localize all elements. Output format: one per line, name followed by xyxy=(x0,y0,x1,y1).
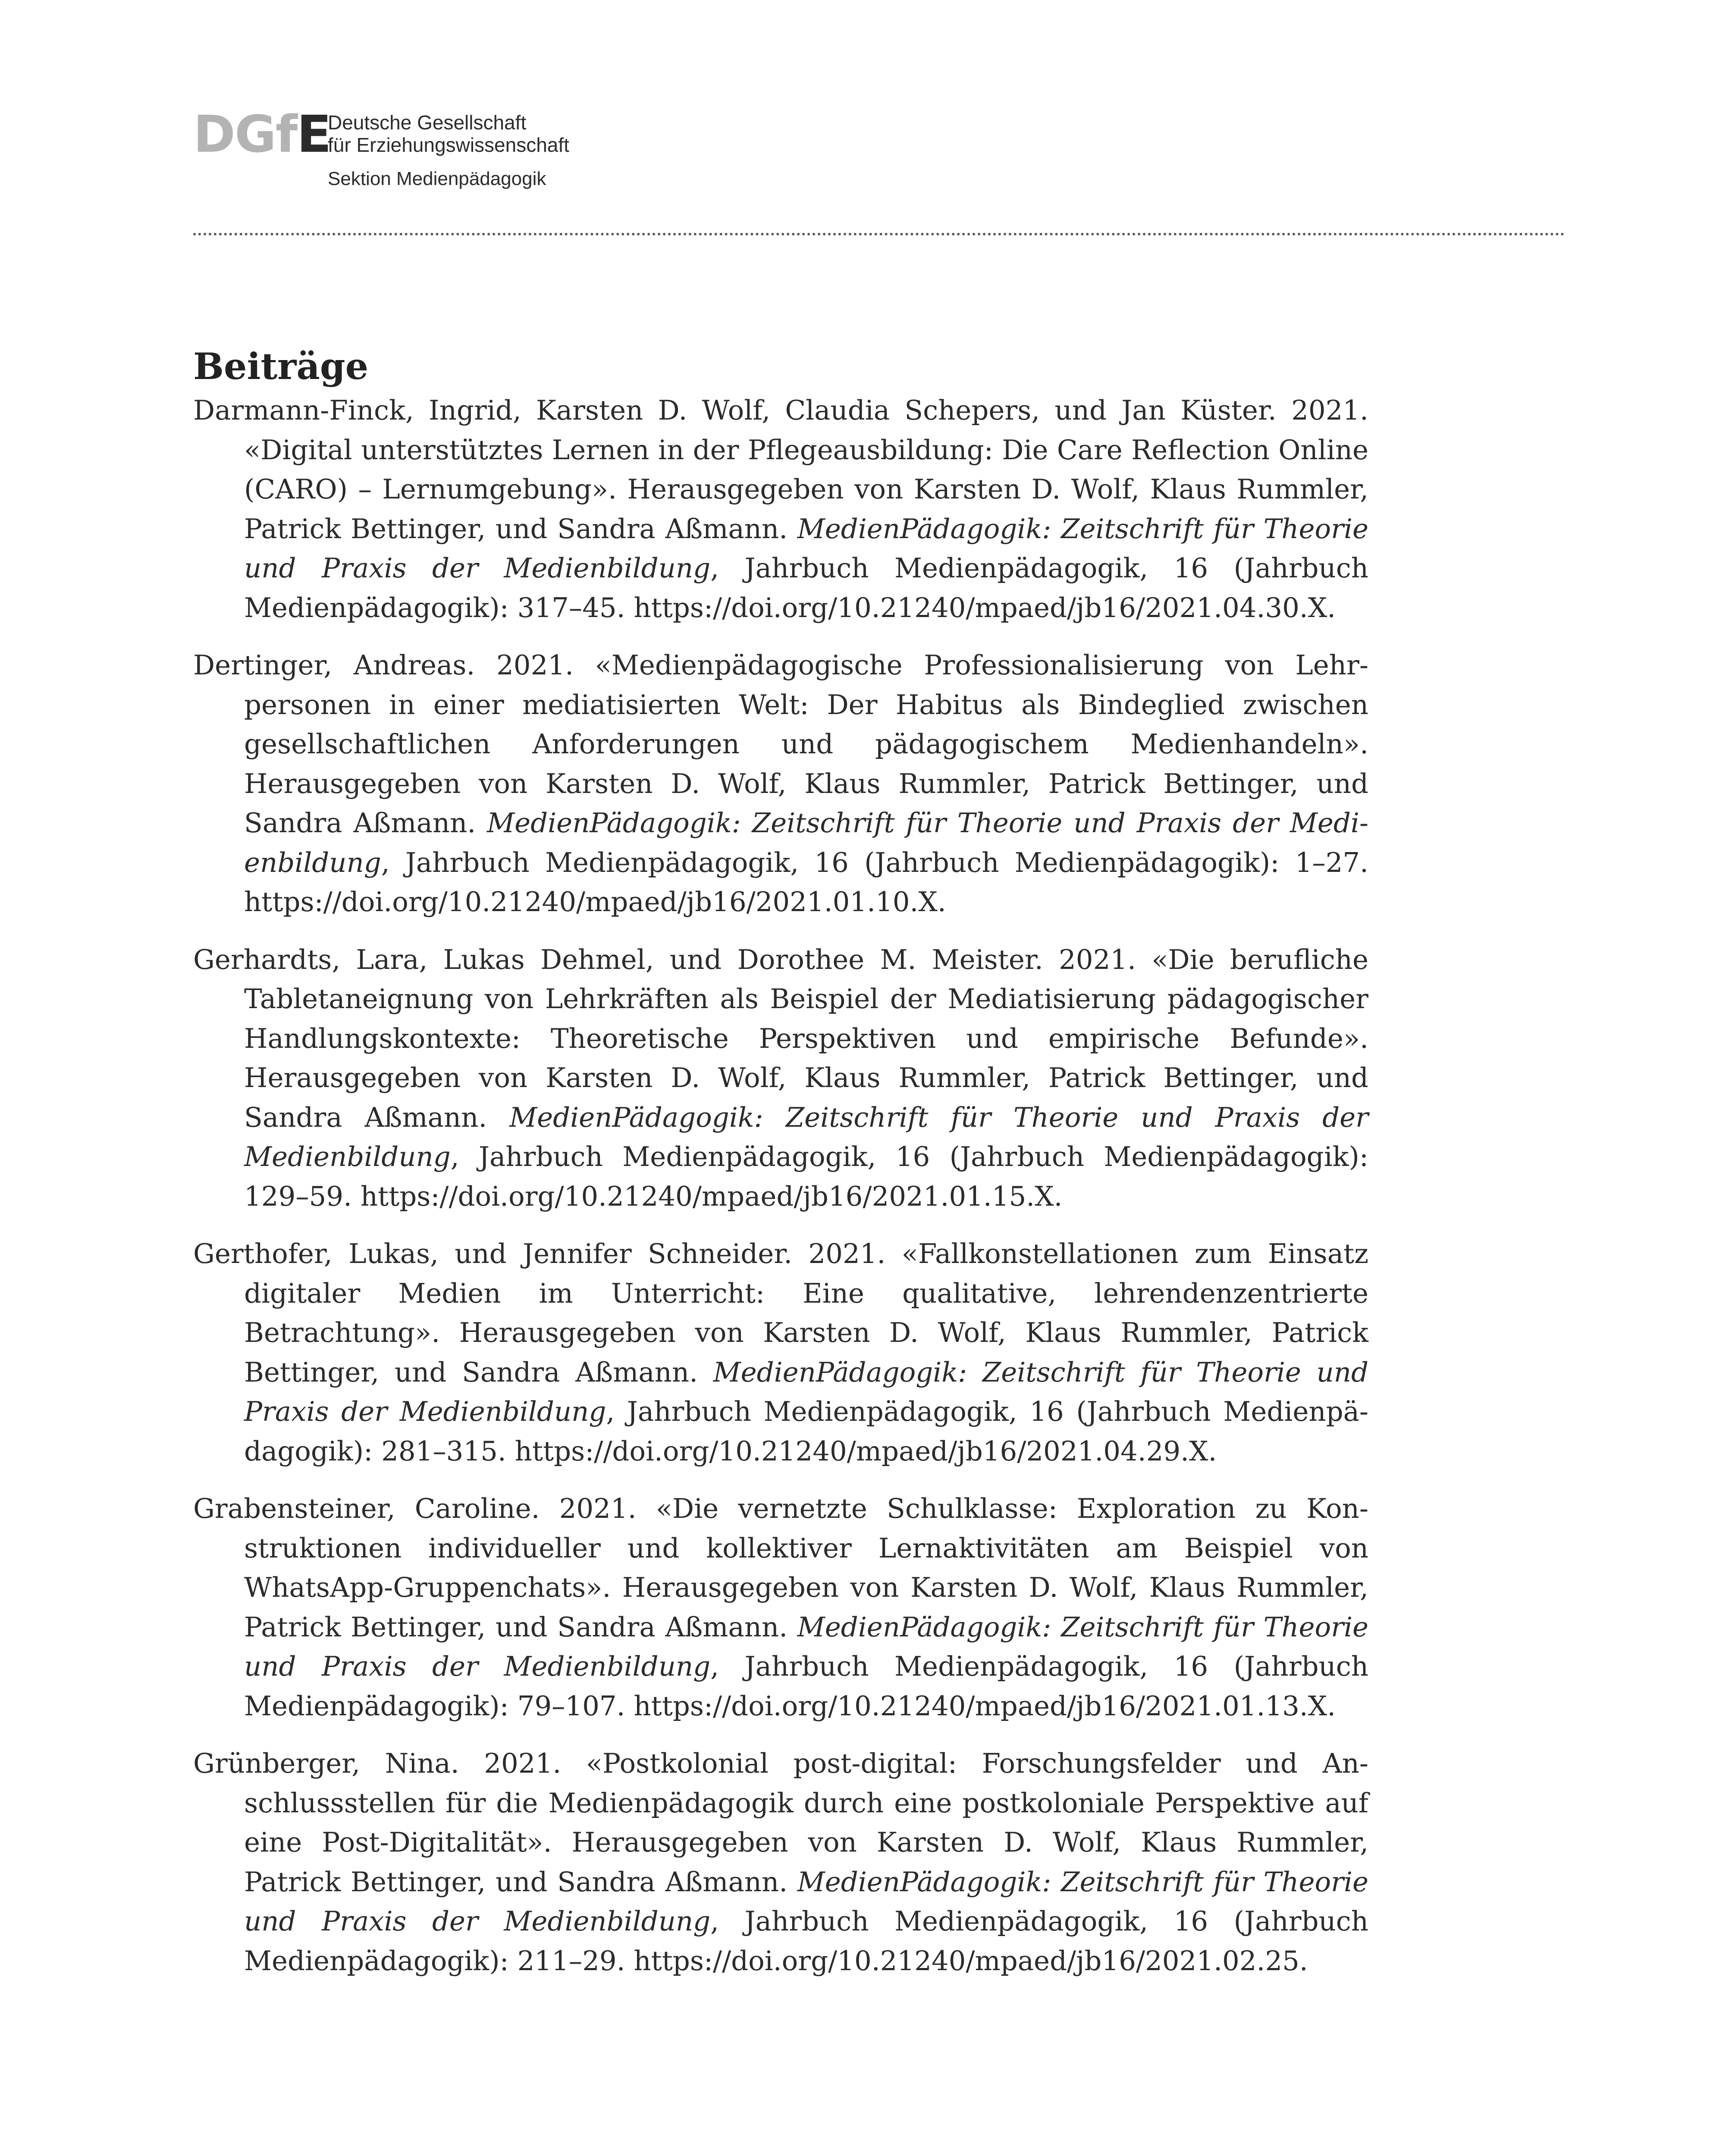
reference-text: Dertinger, Andreas. 2021. «Medienpädagogische Professionalisierung von Lehrpersonen in einer mediatisierten Welt: Der Habitus als Bindeglied zwischen gesellschaftlichen Anforderungen und pädagogischem Medienhandeln». Herausgegeben von Karsten D. Wolf, Klaus Rummler, Patrick Bettinger, und Sandra Aßmann. xyxy=(193,649,1368,839)
section-title: Beiträge xyxy=(193,345,369,388)
reference-details: , Jahrbuch Medienpädagogik, 16 (Jahrbuch Medienpädagogik): 79–107. https://doi.org/10.21240/mpaed/​jb16/2021.01.13.X. xyxy=(244,1651,1368,1722)
journal-title: MedienPädagogik: Zeitschrift für Theorie und Praxis der Medienbildung xyxy=(244,807,1369,878)
logo-mark-letters: DGf xyxy=(193,104,297,164)
journal-title: MedienPädagogik: Zeitschrift für Theorie und Praxis der Medienbildung xyxy=(244,1101,1368,1172)
reference-text: Grabensteiner, Caroline. 2021. «Die vernetzte Schulklasse: Exploration zu Konstruktionen individueller und kollektiver Lernaktivitäten am Beispiel von WhatsApp-Gruppenchats». Herausgegeben von Karsten D. Wolf, Klaus Rummler, Patrick Bettinger, und Sandra Aßmann. xyxy=(193,1493,1368,1643)
reference-item xyxy=(193,391,1368,627)
reference-details: , Jahrbuch Medienpädagogik, 16 (Jahrbuch Medienpädagogik): 211–29. https://doi.org/10.21240/mpaed/jb16/2021.02.25. xyxy=(244,1905,1368,1977)
logo-mark xyxy=(193,104,331,164)
reference-text: Darmann-Finck, Ingrid, Karsten D. Wolf, Claudia Schepers, und Jan Küster. 2021. «Digital unterstütztes Lernen in der Pflegeausbildung: Die Care Reflection Online (CARO) – Lernumgebung». Herausgegeben von Karsten D. Wolf, Klaus Rummler, Patrick Bettinger, und Sandra Aßmann. xyxy=(193,395,1368,545)
organization-name-line2: für Erziehungswissenschaft xyxy=(328,134,569,156)
reference-details: , Jahrbuch Medienpädagogik, 16 (Jahrbuch Medienpädagogik): 1–27. https://doi.org/10.21240/mpaed/jb16/2021.01.10.X. xyxy=(244,846,1368,918)
reference-item xyxy=(193,1489,1368,1726)
reference-text: Gerhardts, Lara, Lukas Dehmel, und Dorothee M. Meister. 2021. «Die berufliche Tabletaneignung von Lehrkräften als Beispiel der Mediatisierung pädagogischer Handlungskontexte: Theoretische Perspektiven und empirische Befunde». Herausgegeben von Karsten D. Wolf, Klaus Rummler, Patrick Bettinger, und Sandra Aßmann. xyxy=(193,943,1368,1133)
journal-title: MedienPädagogik: Zeitschrift für Theorie und Praxis der Medienbildung xyxy=(244,1866,1368,1937)
reference-item xyxy=(193,1744,1368,1981)
organization-name-line1: Deutsche Gesellschaft xyxy=(328,111,527,134)
reference-item xyxy=(193,646,1368,922)
reference-details: , Jahrbuch Medienpädagogik, 16 (Jahrbuch Medienpädagogik): 317–45. https://doi.org/10.21240/mpaed/​jb16/2021.04.30.X. xyxy=(244,552,1368,624)
reference-text: Grünberger, Nina. 2021. «Postkolonial post-digital: Forschungsfelder und Anschlussstellen für die Medienpädagogik durch eine postkoloniale Perspektive auf eine Post-Digitalität». Herausgegeben von Karsten D. Wolf, Klaus Rummler, Patrick Bettinger, und Sandra Aßmann. xyxy=(193,1748,1368,1898)
journal-title: MedienPädagogik: Zeitschrift für Theorie und Praxis der Medienbildung xyxy=(244,1356,1368,1427)
journal-title: MedienPädagogik: Zeitschrift für Theorie und Praxis der Medienbildung xyxy=(244,513,1368,584)
reference-list xyxy=(193,391,1368,1981)
reference-details: , Jahrbuch Medienpädagogik, 16 (Jahrbuch Medienpädagogik): 129–59. https://doi.org/10.21240/mpaed/jb16/2021.01.15.X. xyxy=(244,1141,1368,1212)
reference-details: , Jahrbuch Medienpädagogik, 16 (Jahrbuch Medienpädagogik): 281–315. https://doi.org/10.21240/mpaed/jb16/2021.04.29.X. xyxy=(244,1396,1368,1467)
logo-mark-e: E xyxy=(297,104,331,164)
journal-title: MedienPädagogik: Zeitschrift für Theorie und Praxis der Medienbildung xyxy=(244,1611,1368,1682)
dgfe-logo xyxy=(193,104,624,195)
organization-name xyxy=(328,111,569,156)
reference-item xyxy=(193,1234,1368,1471)
header-divider xyxy=(193,233,1565,235)
reference-text: Gerthofer, Lukas, und Jennifer Schneider. 2021. «Fallkonstellationen zum Einsatz digitaler Medien im Unterricht: Eine qualitative, lehrendenzentrierte Betrachtung». Herausgegeben von Karsten D. Wolf, Klaus Rummler, Patrick Bettinger, und Sandra Aßmann. xyxy=(193,1238,1368,1388)
section-name: Sektion Medienpädagogik xyxy=(328,168,546,189)
reference-item xyxy=(193,940,1368,1216)
main-content xyxy=(193,345,1368,1999)
